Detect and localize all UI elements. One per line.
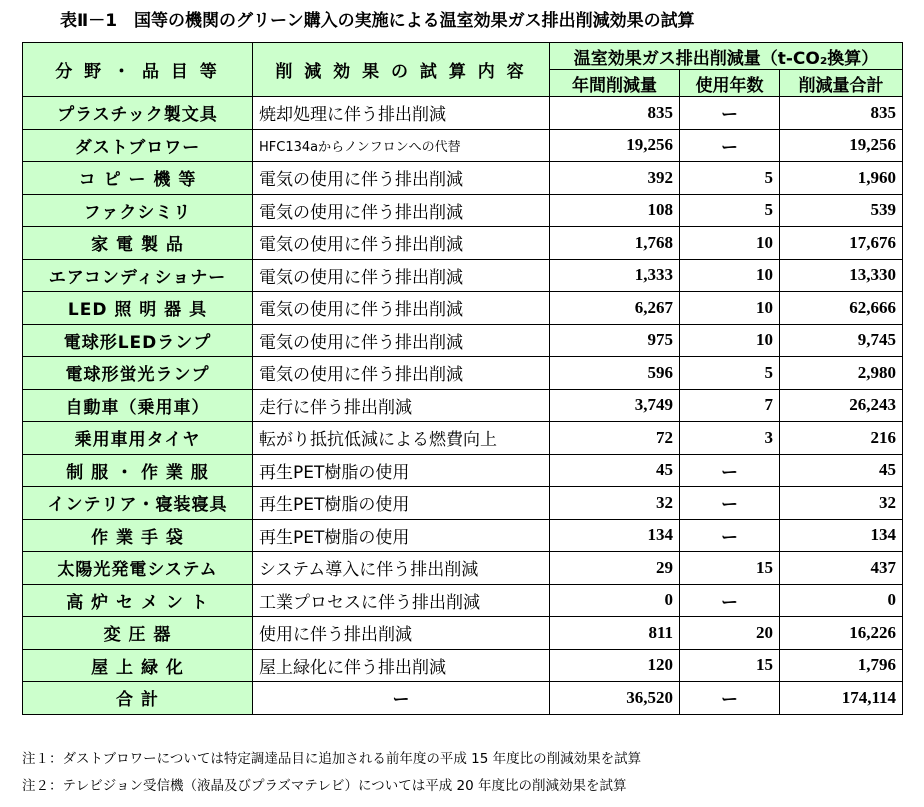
total-annual: 36,520 <box>550 682 680 715</box>
row-content: 電気の使用に伴う排出削減 <box>253 162 550 195</box>
row-category: 太陽光発電システム <box>23 552 253 585</box>
header-row-1 <box>23 43 903 70</box>
row-category: 屋 上 緑 化 <box>23 649 253 682</box>
note-1: 注１：ダストブロワーについては特定調達品目に追加される前年度の平成 15 年度比の削減効果を試算 <box>22 751 642 767</box>
row-annual: 392 <box>550 162 680 195</box>
table-row <box>23 584 903 617</box>
row-total: 16,226 <box>780 617 903 650</box>
row-content: システム導入に伴う排出削減 <box>253 552 550 585</box>
table-row <box>23 519 903 552</box>
row-category: 作 業 手 袋 <box>23 519 253 552</box>
table-row <box>23 227 903 260</box>
row-years: ー <box>680 519 780 552</box>
header-category: 分 野 ・ 品 目 等 <box>23 43 253 97</box>
row-total: 9,745 <box>780 324 903 357</box>
table-row <box>23 259 903 292</box>
table-row <box>23 422 903 455</box>
row-category: エアコンディショナー <box>23 259 253 292</box>
row-content: 工業プロセスに伴う排出削減 <box>253 584 550 617</box>
table-row <box>23 194 903 227</box>
row-category: 変 圧 器 <box>23 617 253 650</box>
row-total: 1,960 <box>780 162 903 195</box>
row-years: 5 <box>680 162 780 195</box>
row-category: コ ピ ー 機 等 <box>23 162 253 195</box>
row-content: 焼却処理に伴う排出削減 <box>253 97 550 130</box>
row-years: 15 <box>680 552 780 585</box>
row-years: 10 <box>680 259 780 292</box>
row-content: 電気の使用に伴う排出削減 <box>253 227 550 260</box>
row-category: ダストブロワー <box>23 129 253 162</box>
row-content: 電気の使用に伴う排出削減 <box>253 324 550 357</box>
row-content: 走行に伴う排出削減 <box>253 389 550 422</box>
row-content: 再生PET樹脂の使用 <box>253 519 550 552</box>
total-total: 174,114 <box>780 682 903 715</box>
row-annual: 1,768 <box>550 227 680 260</box>
header-content: 削 減 効 果 の 試 算 内 容 <box>253 43 550 97</box>
row-annual: 19,256 <box>550 129 680 162</box>
table-title: 表Ⅱ－1 国等の機関のグリーン購入の実施による温室効果ガス排出削減効果の試算 <box>60 11 695 31</box>
total-row <box>23 682 903 715</box>
note-2: 注２：テレビジョン受信機（液晶及びプラズマテレビ）については平成 20 年度比の削減効果を試算 <box>22 778 627 794</box>
row-category: 電球形蛍光ランプ <box>23 357 253 390</box>
row-annual: 811 <box>550 617 680 650</box>
table-row <box>23 324 903 357</box>
table-row <box>23 389 903 422</box>
row-years: ー <box>680 454 780 487</box>
row-total: 216 <box>780 422 903 455</box>
row-annual: 1,333 <box>550 259 680 292</box>
table-row <box>23 552 903 585</box>
row-years: 10 <box>680 324 780 357</box>
table-row <box>23 292 903 325</box>
table-row <box>23 97 903 130</box>
row-total: 32 <box>780 487 903 520</box>
row-annual: 3,749 <box>550 389 680 422</box>
header-total: 削減量合計 <box>780 70 903 97</box>
row-total: 437 <box>780 552 903 585</box>
row-category: 制 服 ・ 作 業 服 <box>23 454 253 487</box>
header-reduction-group: 温室効果ガス排出削減量（t-CO₂換算） <box>550 43 903 70</box>
row-annual: 120 <box>550 649 680 682</box>
row-annual: 45 <box>550 454 680 487</box>
row-years: 20 <box>680 617 780 650</box>
table-row <box>23 357 903 390</box>
row-annual: 134 <box>550 519 680 552</box>
row-total: 62,666 <box>780 292 903 325</box>
row-years: 10 <box>680 227 780 260</box>
row-annual: 108 <box>550 194 680 227</box>
table-row <box>23 129 903 162</box>
total-category: 合 計 <box>23 682 253 715</box>
row-total: 134 <box>780 519 903 552</box>
row-total: 19,256 <box>780 129 903 162</box>
row-annual: 835 <box>550 97 680 130</box>
row-category: 自動車（乗用車） <box>23 389 253 422</box>
row-years: 7 <box>680 389 780 422</box>
row-years: 10 <box>680 292 780 325</box>
row-annual: 596 <box>550 357 680 390</box>
row-annual: 72 <box>550 422 680 455</box>
row-category: インテリア・寝装寝具 <box>23 487 253 520</box>
row-years: 5 <box>680 194 780 227</box>
table-row <box>23 649 903 682</box>
table-row <box>23 162 903 195</box>
row-content: 屋上緑化に伴う排出削減 <box>253 649 550 682</box>
row-years: 5 <box>680 357 780 390</box>
row-category: LED 照 明 器 具 <box>23 292 253 325</box>
row-annual: 32 <box>550 487 680 520</box>
header-annual: 年間削減量 <box>550 70 680 97</box>
row-content: 電気の使用に伴う排出削減 <box>253 357 550 390</box>
row-years: ー <box>680 487 780 520</box>
row-content: 電気の使用に伴う排出削減 <box>253 292 550 325</box>
table-row <box>23 487 903 520</box>
row-years: ー <box>680 584 780 617</box>
reduction-table <box>22 42 903 715</box>
table-row <box>23 454 903 487</box>
row-total: 45 <box>780 454 903 487</box>
row-category: 家 電 製 品 <box>23 227 253 260</box>
row-category: 電球形LEDランプ <box>23 324 253 357</box>
table-row <box>23 617 903 650</box>
row-years: ー <box>680 97 780 130</box>
row-category: 乗用車用タイヤ <box>23 422 253 455</box>
row-total: 0 <box>780 584 903 617</box>
row-total: 1,796 <box>780 649 903 682</box>
row-years: 3 <box>680 422 780 455</box>
row-category: プラスチック製文具 <box>23 97 253 130</box>
row-annual: 29 <box>550 552 680 585</box>
row-total: 835 <box>780 97 903 130</box>
row-content: 使用に伴う排出削減 <box>253 617 550 650</box>
row-total: 26,243 <box>780 389 903 422</box>
row-total: 539 <box>780 194 903 227</box>
row-content: 転がり抵抗低減による燃費向上 <box>253 422 550 455</box>
row-content: 再生PET樹脂の使用 <box>253 487 550 520</box>
row-annual: 975 <box>550 324 680 357</box>
notes <box>22 746 641 800</box>
header-years: 使用年数 <box>680 70 780 97</box>
total-years: ー <box>680 682 780 715</box>
row-category: 高 炉 セ メ ン ト <box>23 584 253 617</box>
row-content: 電気の使用に伴う排出削減 <box>253 194 550 227</box>
row-total: 17,676 <box>780 227 903 260</box>
row-total: 13,330 <box>780 259 903 292</box>
row-category: ファクシミリ <box>23 194 253 227</box>
row-content: 電気の使用に伴う排出削減 <box>253 259 550 292</box>
row-years: 15 <box>680 649 780 682</box>
row-content: 再生PET樹脂の使用 <box>253 454 550 487</box>
row-annual: 0 <box>550 584 680 617</box>
row-annual: 6,267 <box>550 292 680 325</box>
total-content: ー <box>253 682 550 715</box>
row-content: HFC134aからノンフロンへの代替 <box>253 129 550 162</box>
row-years: ー <box>680 129 780 162</box>
row-total: 2,980 <box>780 357 903 390</box>
